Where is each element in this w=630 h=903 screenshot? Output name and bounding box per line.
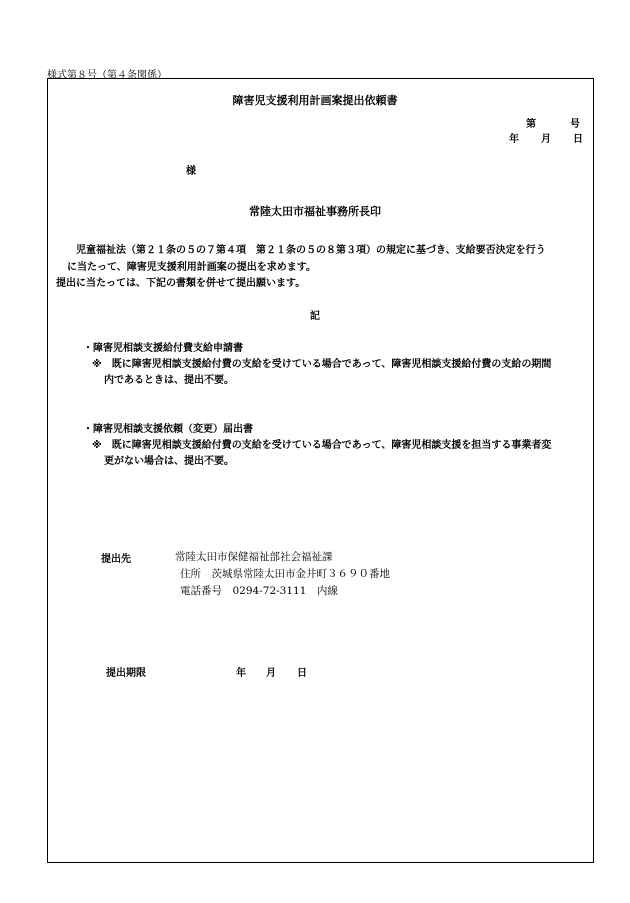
item-1-note-line-1: ※ 既に障害児相談支援給付費の支給を受けている場合であって、障害児相談支援給付費の支給の期間 [92, 359, 552, 370]
item-1-title: ・障害児相談支援給付費支給申請書 [83, 343, 243, 354]
document-title: 障害児支援利用計画案提出依頼書 [232, 94, 398, 107]
body-line-1: 児童福祉法（第２１条の５の７第４項 第２１条の５の８第３項）の規定に基づき、支給要否決定を行う [76, 245, 546, 256]
item-1-note-line-2: 内であるときは、提出不要。 [104, 375, 234, 386]
deadline-label: 提出期限 [106, 668, 146, 679]
submission-phone: 電話番号 0294-72-3111 内線 [180, 585, 338, 597]
document-frame [47, 78, 594, 863]
date-month-label: 月 [541, 134, 551, 145]
submission-department: 常陸太田市保健福祉部社会福祉課 [175, 551, 333, 563]
item-2-title: ・障害児相談支援依頼（変更）届出書 [83, 424, 253, 435]
issuer-name: 常陸太田市福祉事務所長印 [249, 205, 381, 218]
submission-address: 住所 茨城県常陸太田市金井町３６９０番地 [180, 568, 390, 580]
deadline-year-label: 年 [236, 668, 246, 679]
item-2-note-line-1: ※ 既に障害児相談支援給付費の支給を受けている場合であって、障害児相談支援を担当する事業者変 [92, 440, 552, 451]
item-2-note-line-2: 更がない場合は、提出不要。 [104, 456, 234, 467]
form-number-label: 様式第８号（第４条関係） [47, 70, 167, 81]
document-number-prefix: 第 [526, 119, 536, 130]
date-year-label: 年 [509, 134, 519, 145]
deadline-day-label: 日 [297, 668, 307, 679]
body-line-3: 提出に当たっては、下記の書類を併せて提出願います。 [56, 278, 306, 289]
submission-label: 提出先 [101, 554, 131, 565]
date-day-label: 日 [573, 134, 583, 145]
ki-heading: 記 [310, 311, 320, 322]
deadline-month-label: 月 [266, 668, 276, 679]
body-line-2: に当たって、障害児支援利用計画案の提出を求めます。 [67, 262, 316, 273]
addressee-suffix: 様 [186, 166, 196, 177]
document-number-suffix: 号 [570, 119, 580, 130]
